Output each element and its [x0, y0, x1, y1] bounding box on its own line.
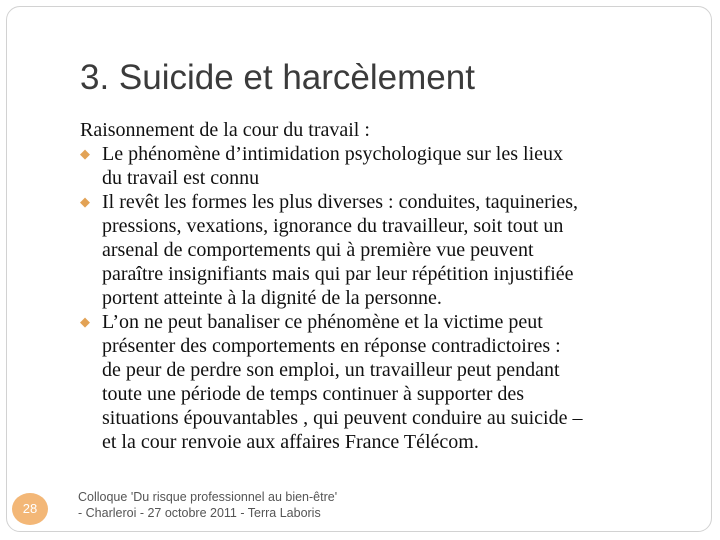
bullet-line [80, 142, 700, 166]
footer [78, 489, 337, 521]
footer-line: - Charleroi - 27 octobre 2011 - Terra Laboris [78, 506, 321, 520]
bullet-line [80, 238, 700, 262]
bullet-text: Le phénomène d’intimidation psychologique sur les lieux [102, 143, 564, 165]
bullet-text: de peur de perdre son emploi, un travailleur peut pendant [102, 359, 560, 381]
bullet-text: arsenal de comportements qui à première vue peuvent [102, 239, 534, 261]
bullet-text: pressions, vexations, ignorance du travailleur, soit tout un [102, 215, 564, 237]
bullet-text: situations épouvantables , qui peuvent conduire au suicide – [102, 407, 583, 429]
bullet-line [80, 334, 700, 358]
slide-title: 3. Suicide et harcèlement [80, 58, 475, 97]
bullet-text: Il revêt les formes les plus diverses : conduites, taquineries, [102, 191, 578, 213]
bullet-line [80, 166, 700, 190]
bullet-line [80, 382, 700, 406]
bullet-item [80, 142, 700, 190]
bullet-line [80, 214, 700, 238]
bullet-line [80, 190, 700, 214]
bullet-text: portent atteinte à la dignité de la personne. [102, 287, 442, 309]
bullet-text: L’on ne peut banaliser ce phénomène et la victime peut [102, 311, 543, 333]
bullet-text: toute une période de temps continuer à supporter des [102, 383, 525, 405]
bullet-line [80, 430, 700, 454]
bullet-line [80, 262, 700, 286]
slide-number-badge: 28 [12, 493, 48, 525]
diamond-bullet-icon: ◆ [80, 314, 90, 329]
bullet-item [80, 190, 700, 310]
bullet-text: présenter des comportements en réponse contradictoires : [102, 335, 561, 357]
bullet-line [80, 310, 700, 334]
bullet-line [80, 406, 700, 430]
bullet-text: du travail est connu [102, 167, 260, 189]
bullet-line [80, 358, 700, 382]
intro-text: Raisonnement de la cour du travail : [80, 119, 370, 141]
bullet-text: paraître insignifiants mais qui par leur répétition injustifiée [102, 263, 574, 285]
bullet-item [80, 310, 700, 454]
bullet-line [80, 286, 700, 310]
diamond-bullet-icon: ◆ [80, 146, 90, 161]
bullet-text: et la cour renvoie aux affaires France Télécom. [102, 431, 479, 453]
bullet-list [80, 142, 700, 454]
footer-line: Colloque 'Du risque professionnel au bien-être' [78, 490, 338, 504]
diamond-bullet-icon: ◆ [80, 194, 90, 209]
